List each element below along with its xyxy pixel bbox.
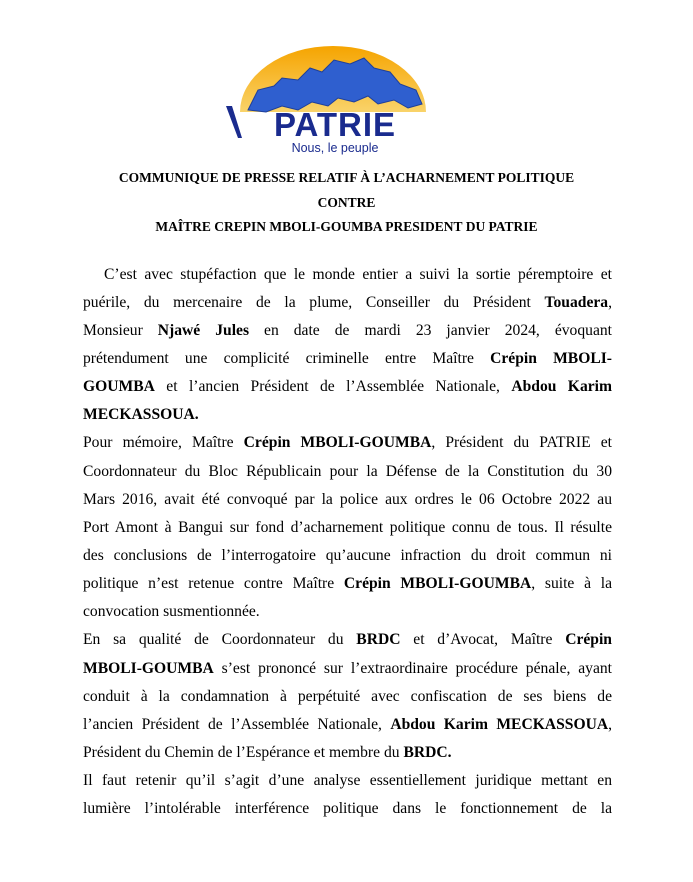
text-span: , suite à la [531,575,612,592]
bold-name: Touadera [544,294,609,311]
paragraph-line [83,631,612,649]
bold-name: MECKASSOUA. [83,406,199,423]
bold-name: Crépin MBOLI- [490,350,613,367]
bold-name: MBOLI-GOUMBA [83,660,214,677]
bold-name: Abdou Karim MECKASSOUA [390,716,609,733]
paragraph-line [104,266,612,284]
paragraph-line [83,406,612,424]
text-span: prétendument une complicité criminelle entre Maître [83,350,491,367]
paragraph-line [83,688,612,706]
logo-tagline: Nous, le peuple [291,141,379,155]
text-span: Il faut retenir qu’il s’agit d’une analyse essentiellement juridique mettant en [83,772,612,789]
text-span: C’est avec stupéfaction que le monde entier a suivi la sortie péremptoire et [104,266,612,283]
paragraph-line [83,716,612,734]
paragraph-line [83,350,612,368]
text-span: Monsieur [83,322,158,339]
paragraph-line [83,463,612,481]
bold-name: BRDC. [403,744,452,761]
text-span: En sa qualité de Coordonnateur du [83,631,357,648]
paragraph-line [83,547,612,565]
text-span: des conclusions de l’interrogatoire qu’aucune infraction du droit commun ni [83,547,612,564]
text-span: convocation susmentionnée. [83,603,260,620]
bold-name: Crépin [565,631,612,648]
paragraph-line [83,603,612,621]
text-span: Président du Chemin de l’Espérance et membre du [83,744,404,761]
logo-brand-text: PATRIE [273,106,397,143]
text-span: s’est prononcé sur l’extraordinaire procédure pénale, ayant [213,660,612,677]
text-span: en date de mardi 23 janvier 2024, évoquant [249,322,612,339]
paragraph-line [83,378,612,396]
bold-name: Njawé Jules [157,322,250,339]
paragraph-line [83,800,612,818]
bold-name: GOUMBA [83,378,155,395]
paragraph-line [83,575,612,593]
text-span: conduit à la condamnation à perpétuité avec confiscation de ses biens de [83,688,612,705]
paragraph-line [83,519,612,537]
paragraph-line [83,772,612,790]
text-span: , Président du PATRIE et [431,434,612,451]
text-span: Mars 2016, avait été convoqué par la police aux ordres le 06 Octobre 2022 au [83,491,612,508]
text-span: et d’Avocat, Maître [400,631,566,648]
text-span: politique n’est retenue contre Maître [83,575,344,592]
title-line-1: COMMUNIQUE DE PRESSE RELATIF À L’ACHARNEMENT POLITIQUE [118,170,575,185]
bold-name: BRDC [356,631,401,648]
text-span: , [608,716,613,733]
text-span: puérile, du mercenaire de la plume, Conseiller du Président [83,294,545,311]
bold-name: Abdou Karim [511,378,612,395]
title-line-3: MAÎTRE CREPIN MBOLI-GOUMBA PRESIDENT DU PATRIE [155,219,538,234]
paragraph-line [83,322,612,340]
title-line-2: CONTRE [317,195,376,210]
bold-name: Crépin MBOLI-GOUMBA [343,575,532,592]
text-span: et l’ancien Président de l’Assemblée Nationale, [154,378,512,395]
bold-name: Crépin MBOLI-GOUMBA [243,434,432,451]
paragraph-line [83,491,612,509]
paragraph-line [83,744,612,762]
text-span: l’ancien Président de l’Assemblée Nationale, [83,716,391,733]
paragraph-line [83,434,612,452]
patrie-logo [218,38,448,156]
text-span: Coordonnateur du Bloc Républicain pour la Défense de la Constitution du 30 [83,463,612,480]
paragraph-line [83,660,612,678]
text-span: Pour mémoire, Maître [83,434,244,451]
text-span: Port Amont à Bangui sur fond d’acharnement politique connu de tous. Il résulte [83,519,612,536]
text-span: lumière l’intolérable interférence politique dans le fonctionnement de la [83,800,612,817]
paragraph-line [83,294,612,312]
text-span: , [608,294,612,311]
